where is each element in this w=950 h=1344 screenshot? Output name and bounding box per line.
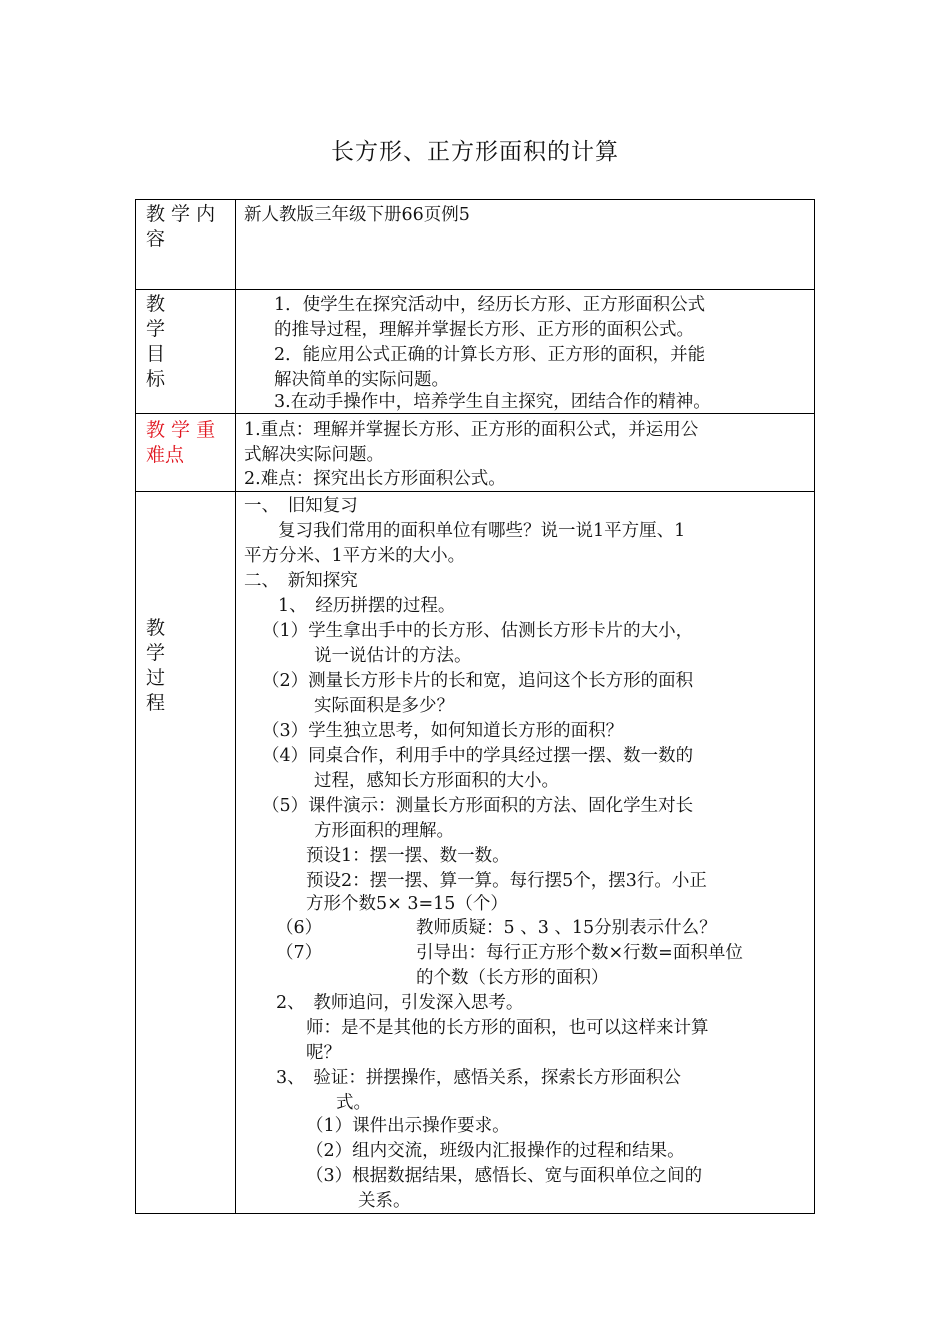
process-line: 方形个数5× 3=15（个）	[306, 894, 508, 914]
process-line: 2、 教师追问，引发深入思考。	[276, 993, 524, 1013]
process-line: （3）根据数据结果，感悟长、宽与面积单位之间的	[306, 1166, 703, 1186]
lesson-plan-table	[135, 199, 815, 1214]
process-line: 二、 新知探究	[244, 571, 358, 591]
process-line: 教师质疑：5 、3 、15分别表示什么？	[416, 918, 717, 938]
keypoint-line: 式解决实际问题。	[244, 445, 384, 465]
goal-line: 2．能应用公式正确的计算长方形、正方形的面积，并能	[274, 345, 706, 365]
process-line: （3）学生独立思考，如何知道长方形的面积？	[262, 721, 624, 741]
process-line: 实际面积是多少？	[314, 696, 454, 716]
goal-line: 3.在动手操作中，培养学生自主探究，团结合作的精神。	[274, 392, 711, 412]
process-line: 的个数（长方形的面积）	[416, 968, 609, 988]
goal-line: 1．使学生在探究活动中，经历长方形、正方形面积公式	[274, 295, 706, 315]
label-content-line1: 教 学 内	[146, 203, 216, 225]
process-line: （6）	[276, 918, 323, 938]
process-line: 复习我们常用的面积单位有哪些？说一说1平方厘、1	[278, 521, 686, 541]
label-goals-char: 学	[146, 318, 166, 340]
process-line: 说一说估计的方法。	[314, 646, 472, 666]
process-line: （2）组内交流，班级内汇报操作的过程和结果。	[306, 1141, 685, 1161]
process-line: 预设1：摆一摆、数一数。	[306, 846, 510, 866]
process-line: 过程，感知长方形面积的大小。	[314, 771, 559, 791]
process-line: 1、 经历拼摆的过程。	[278, 596, 456, 616]
keypoint-line: 1.重点：理解并掌握长方形、正方形的面积公式，并运用公	[244, 420, 699, 440]
process-line: （1）学生拿出手中的长方形、估测长方形卡片的大小，	[262, 621, 694, 641]
content-text: 新人教版三年级下册66页例5	[244, 205, 470, 225]
row-divider	[136, 289, 814, 290]
label-content-line2: 容	[146, 228, 166, 250]
process-line: 平方分米、1平方米的大小。	[244, 546, 466, 566]
label-process-char: 学	[146, 642, 166, 664]
process-line: 方形面积的理解。	[314, 821, 454, 841]
column-divider	[235, 200, 236, 1213]
process-line: 3、 验证：拼摆操作，感悟关系，探索长方形面积公	[276, 1068, 681, 1088]
page-title: 长方形、正方形面积的计算	[331, 139, 619, 165]
label-keypoints-line2: 难点	[146, 444, 185, 466]
goal-line: 解决简单的实际问题。	[274, 370, 449, 390]
label-goals-char: 标	[146, 368, 166, 390]
process-line: 关系。	[358, 1191, 411, 1211]
process-line: 引导出：每行正方形个数×行数=面积单位	[416, 943, 743, 963]
process-line: （1）课件出示操作要求。	[306, 1116, 510, 1136]
label-goals-char: 目	[146, 343, 166, 365]
label-process-char: 过	[146, 667, 166, 689]
label-goals-char: 教	[146, 293, 166, 315]
keypoint-line: 2.难点：探究出长方形面积公式。	[244, 469, 506, 489]
label-process-char: 教	[146, 617, 166, 639]
process-line: 预设2：摆一摆、算一算。每行摆5个，摆3行。小正	[306, 871, 707, 891]
goal-line: 的推导过程，理解并掌握长方形、正方形的面积公式。	[274, 320, 694, 340]
process-line: （5）课件演示：测量长方形面积的方法、固化学生对长	[262, 796, 694, 816]
label-keypoints-line1: 教 学 重	[146, 419, 216, 441]
process-line: （7）	[276, 943, 323, 963]
process-line: （2）测量长方形卡片的长和宽，追问这个长方形的面积	[262, 671, 694, 691]
process-line: 呢？	[306, 1043, 341, 1063]
label-process-char: 程	[146, 692, 166, 714]
process-line: （4）同桌合作，利用手中的学具经过摆一摆、数一数的	[262, 746, 694, 766]
process-line: 师：是不是其他的长方形的面积，也可以这样来计算	[306, 1018, 709, 1038]
process-line: 一、 旧知复习	[244, 496, 358, 516]
process-line: 式。	[336, 1093, 371, 1113]
